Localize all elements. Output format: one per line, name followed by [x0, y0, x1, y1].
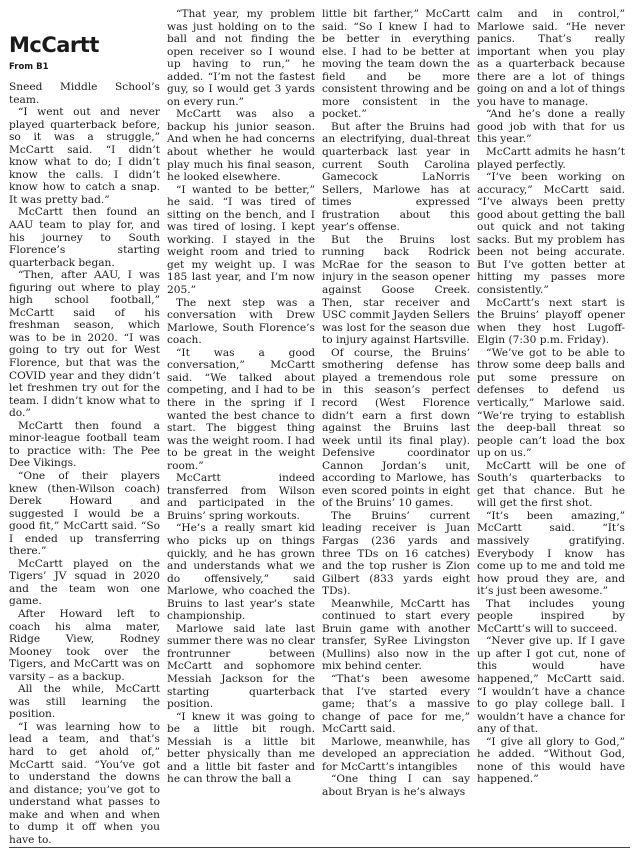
paragraph: After Howard left to coach his alma mater, Ridge View, Rodney Mooney took over the Tigers, and McCartt was on varsity – as a backup.: [9, 607, 160, 683]
paragraph: Meanwhile, McCartt has continued to start every Bruin game with another transfer, SyRee Livingston (Mullins) also now in the mix behind center.: [322, 597, 470, 673]
paragraph: The Bruins’ current leading receiver is Juan Fargas (236 yards and three TDs on 16 catches) and the top rusher is Zion Gilbert (833 yards eight TDs).: [322, 509, 470, 598]
paragraph: McCartt played on the Tigers’ JV squad in 2020 and the team won one game.: [9, 557, 160, 608]
paragraph: “He’s a really smart kid who picks up on things quickly, and he has grown and understands what we do offensively,” said Marlowe, who coached the Bruins to last year’s state championship.: [167, 522, 315, 623]
paragraph: “I knew it was going to be a little bit rough. Messiah is a little bit better physically than me and a little bit faster and he can throw the ball a: [167, 710, 315, 786]
paragraph: The next step was a conversation with Drew Marlowe, South Florence’s coach.: [167, 296, 315, 347]
paragraph: Marlowe, meanwhile, has developed an appreciation for McCartt’s intangibles: [322, 735, 470, 773]
headline: McCartt: [9, 33, 99, 57]
paragraph: Of course, the Bruins’ smothering defense has played a tremendous role in this season’s perfect record (West Florence didn’t earn a first down against the Bruins last week until its final play). Defensive coordinator Cannon Jordan’s unit, according to Marlowe, has even scored points in eight of the Bruins’ 10 games.: [322, 346, 470, 510]
paragraph: Marlowe said late last summer there was no clear frontrunner between McCartt and sophomore Messiah Jackson for the starting quarterback position.: [167, 622, 315, 711]
paragraph: McCartt was also a backup his junior season. And when he had concerns about whether he would play much his final season, he looked elsewhere.: [167, 108, 315, 184]
paragraph: But the Bruins lost running back Rodrick McRae for the season to injury in the season opener against Goose Creek. Then, star receiver and USC commit Jayden Sellers was lost for the season due to injury against Hartsville.: [322, 233, 470, 347]
paragraph: That includes young people inspired by McCartt’s will to succeed.: [477, 597, 625, 635]
paragraph: McCartt then found a minor-league football team to practice with: The Pee Dee Vikings.: [9, 419, 160, 470]
jump-line: From B1: [9, 62, 49, 72]
paragraph: McCartt will be one of South’s quarterbacks to get that chance. But he will get the first shot.: [477, 459, 625, 510]
article-columns: [9, 8, 630, 844]
paragraph: little bit farther,” McCartt said. “So I knew I had to be better in everything else. I had to be better at moving the team down the field and be more consistent throwing and be more consistent in the pocket.”: [322, 8, 470, 121]
paragraph: “We’ve got to be able to throw some deep balls and put some pressure on defenses to defend us vertically,” Marlowe said. “We’re trying to establish the deep-ball threat so people can’t load the box up on us.”: [477, 346, 625, 460]
paragraph: “I’ve been working on accuracy,” McCartt said. “I’ve always been pretty good about getting the ball out quick and not taking sacks. But my problem has been not being accurate. But I’ve gotten better at hitting my passes more consistently.”: [477, 171, 625, 297]
bottom-rule: [9, 847, 630, 848]
column-3: [319, 8, 474, 844]
paragraph: “I went out and never played quarterback before, so it was a struggle,” McCartt said. “I didn’t know what to do; I didn’t know the calls. I didn’t know how to catch a snap. It was pretty bad.”: [9, 106, 160, 206]
paragraph: “It’s been amazing,” McCartt said. “It’s massively gratifying. Everybody I know has come up to me and told me how proud they are, and it’s just been awesome.”: [477, 509, 625, 598]
column-2: [164, 8, 319, 844]
paragraph: McCartt indeed transferred from Wilson and participated in the Bruins’ spring workouts.: [167, 472, 315, 522]
paragraph: “And he’s done a really good job with that for us this year.”: [477, 108, 625, 146]
paragraph: “I wanted to be better,” he said. “I was tired of sitting on the bench, and I was tired of losing. I kept working. I stayed in the weight room and tried to get my weight up. I was 185 last year, and I’m now 205.”: [167, 183, 315, 297]
paragraph: “One thing I can say about Bryan is he’s always: [322, 773, 470, 798]
paragraph: calm and in control,” Marlowe said. “He never panics. That’s really important when you play as a quarterback because there are a lot of things going on and a lot of things you have to manage.: [477, 8, 625, 108]
paragraph: McCartt’s next start is the Bruins’ playoff opener when they host Lugoff-Elgin (7:30 p.m. Friday).: [477, 296, 625, 347]
paragraph: “It was a good conversation,” McCartt said. “We talked about competing, and I had to be there in the spring if I wanted the best chance to start. The biggest thing was the weight room. I had to be great in the weight room.”: [167, 346, 315, 472]
paragraph: But after the Bruins had an electrifying, dual-threat quarterback last year in current South Carolina Gamecock LaNorris Sellers, Marlowe has at times expressed frustration about this year’s offense.: [322, 120, 470, 234]
paragraph: “That’s been awesome that I’ve started every game; that’s a massive change of pace for me,” McCartt said.: [322, 672, 470, 736]
paragraph: McCartt then found an AAU team to play for, and his journey to South Florence’s starting quarterback began.: [9, 206, 160, 269]
paragraph: Sneed Middle School’s team.: [9, 81, 160, 106]
column-4: [474, 8, 629, 844]
paragraph: “That year, my problem was just holding on to the ball and not finding the open receiver so I wound up having to run,” he added. “I’m not the fastest guy, so I would get 3 yards on every run.”: [167, 8, 315, 108]
paragraph: All the while, McCartt was still learning the position.: [9, 683, 160, 721]
column-1: [9, 8, 164, 844]
paragraph: “Then, after AAU, I was figuring out where to play high school football,” McCartt said of his freshman season, which was to be in 2020. “I was going to try out for West Florence, but that was the COVID year and they didn’t let freshmen try out for the team. I didn’t know what to do.”: [9, 269, 160, 420]
paragraph: McCartt admits he hasn’t played perfectly.: [477, 146, 625, 171]
paragraph: “I give all glory to God,” he added. “Without God, none of this would have happened.”: [477, 735, 625, 786]
paragraph: “I was learning how to lead a team, and that’s hard to get ahold of,” McCartt said. “You’ve got to understand the downs and distance; you’ve got to understand what passes to make and when and when to dump it off when you have to.: [9, 720, 160, 844]
paragraph: “One of their players knew (then-Wilson coach) Derek Howard and suggested I would be a good fit,” McCartt said. “So I ended up transferring there.”: [9, 469, 160, 558]
paragraph: “Never give up. If I gave up after I got cut, none of this would have happened,” McCartt said. “I wouldn’t have a chance to go play college ball. I wouldn’t have a chance for any of that.: [477, 635, 625, 736]
